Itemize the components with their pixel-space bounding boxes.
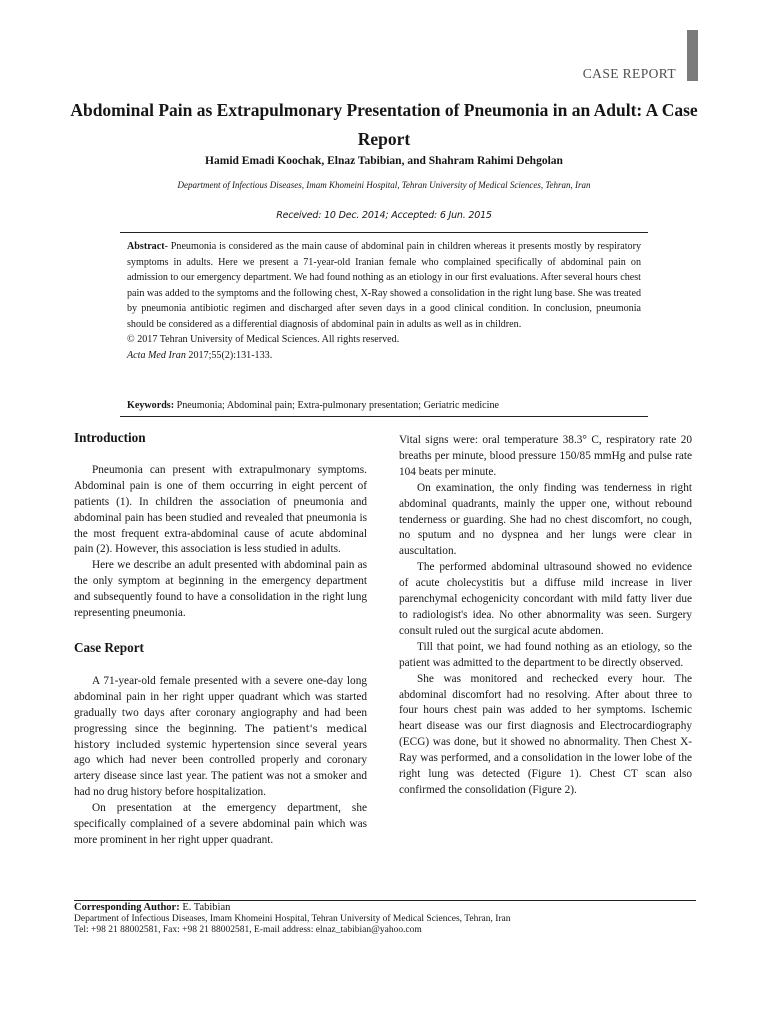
corresponding-author: [74, 902, 696, 914]
ultrasound-paragraph: The performed abdominal ultrasound showed no evidence of acute cholecystitis but a diffuse mild increase in liver parenchymal echogenicity concordant with mild fatty liver due to radiologist's idea. No other abnormality was seen. Surgery consult ruled out the surgical acute abdomen.: [399, 561, 692, 637]
copyright: © 2017 Tehran University of Medical Sciences. All rights reserved.: [127, 334, 400, 345]
corresponding-author-contact: Tel: +98 21 88002581, Fax: +98 21 88002581, E-mail address: elnaz_tabibian@yahoo.com: [74, 925, 422, 935]
case-report-heading: Case Report: [74, 639, 144, 655]
citation: [127, 348, 641, 364]
header-tab-marker: [687, 30, 698, 81]
author-list: Hamid Emadi Koochak, Elnaz Tabibian, and Shahram Rahimi Dehgolan: [205, 155, 563, 167]
abstract-text: - Pneumonia is considered as the main cause of abdominal pain in children whereas it presents mostly by respiratory symptoms in adults. Here we present a 71-year-old Iranian female who complained specifically of abdominal pain on admission to our emergency department. We had found nothing as an etiology in our first evaluations. After several hours chest pain was added to the symptoms and the following chest, X-Ray showed a consolidation in the right lung base. She was treated by pneumonia antibiotic regimen and discharged after seven days in a good clinical condition. In conclusion, pneumonia should be considered as a differential diagnosis of abdominal pain in adults as well as in children.: [127, 241, 641, 330]
corresponding-author-label: Corresponding Author:: [74, 902, 180, 913]
article-title: Abdominal Pain as Extrapulmonary Presentation of Pneumonia in an Adult: A Case Report: [70, 100, 698, 149]
case-p1-end: systemic hypertension since several years ago which had never been controlled properly and coronary artery disease since last year. The patient was not a smoker and had no drug history before hospitalization.: [74, 738, 367, 799]
case-p1-history: The patient's medical history included: [74, 723, 368, 751]
affiliation: Department of Infectious Diseases, Imam Khomeini Hospital, Tehran University of Medical Sciences, Tehran, Iran: [177, 180, 591, 190]
footer-rule: [74, 900, 696, 901]
monitoring-paragraph: She was monitored and rechecked every hour. The abdominal discomfort had no resolving. After about three to four hours chest pain was added to her symptoms. Ischemic heart disease was our first diagnosis and Electrocardiography (ECG) was done, but it showed no abnormality. Then Chest X-Ray was performed, and a consolidation in the lower lobe of the right lung was detected (Figure 1). Chest CT scan also confirmed the consolidation (Figure 2).: [399, 672, 692, 796]
examination-paragraph: On examination, the only finding was tenderness in right abdominal quadrants, mainly the upper one, without rebound tenderness or guarding. She had no chest discomfort, no cough, no sputum and no dyspnea and her lungs were clear in auscultation.: [399, 481, 692, 558]
corresponding-author-name: E. Tabibian: [179, 902, 231, 913]
abstract-top-rule: [120, 232, 648, 233]
keywords: [127, 400, 647, 411]
abstract: [127, 239, 641, 363]
article-type-label: CASE REPORT: [582, 66, 676, 81]
case-p1-start: A 71-year-old female presented with a severe one-day long abdominal pain in her right upper quadrant which was started gradually two days after coronary angiography and had been progressing since the beginning.: [74, 674, 367, 735]
intro-paragraph-2: Here we describe an adult presented with abdominal pain as the only symptom at beginning in the emergency department and subsequently found to have a consolidation in the right lung representing pneumonia.: [74, 559, 367, 620]
vital-signs-paragraph: Vital signs were: oral temperature 38.3° C, respiratory rate 20 breaths per minute, blood pressure 150/85 mmHg and pulse rate 104 beats per minute.: [399, 434, 692, 478]
corresponding-author-department: Department of Infectious Diseases, Imam Khomeini Hospital, Tehran University of Medical Sciences, Tehran, Iran: [74, 913, 511, 924]
case-paragraph-2: On presentation at the emergency department, she specifically complained of a severe abdominal pain which was more prominent in her right upper quadrant.: [74, 802, 367, 846]
citation-journal: Acta Med Iran: [127, 349, 186, 361]
footer: [74, 902, 696, 937]
introduction-heading: Introduction: [74, 430, 146, 445]
received-accepted-dates: Received: 10 Dec. 2014; Accepted: 6 Jun. 2015: [276, 210, 492, 221]
citation-ref: 2017;55(2):131-133.: [185, 349, 273, 361]
keywords-label: Keywords:: [127, 400, 175, 411]
right-column: [399, 433, 692, 799]
case-paragraph-1: [74, 674, 367, 801]
etiology-paragraph: Till that point, we had found nothing as an etiology, so the patient was admitted to the department to be directly observed.: [399, 640, 692, 669]
keywords-text: Pneumonia; Abdominal pain; Extra-pulmonary presentation; Geriatric medicine: [174, 400, 499, 411]
intro-paragraph-1: Pneumonia can present with extrapulmonary symptoms. Abdominal pain is one of them occurring in eight percent of patients (1). In children the association of pneumonia and abdominal pain has been studied and revealed that pneumonia is the most frequent extra-abdominal cause of acute abdominal pain (2). However, this association is less studied in adults.: [74, 463, 367, 556]
abstract-label: Abstract: [127, 241, 165, 252]
keywords-bottom-rule: [120, 416, 648, 417]
left-column: [74, 430, 367, 849]
